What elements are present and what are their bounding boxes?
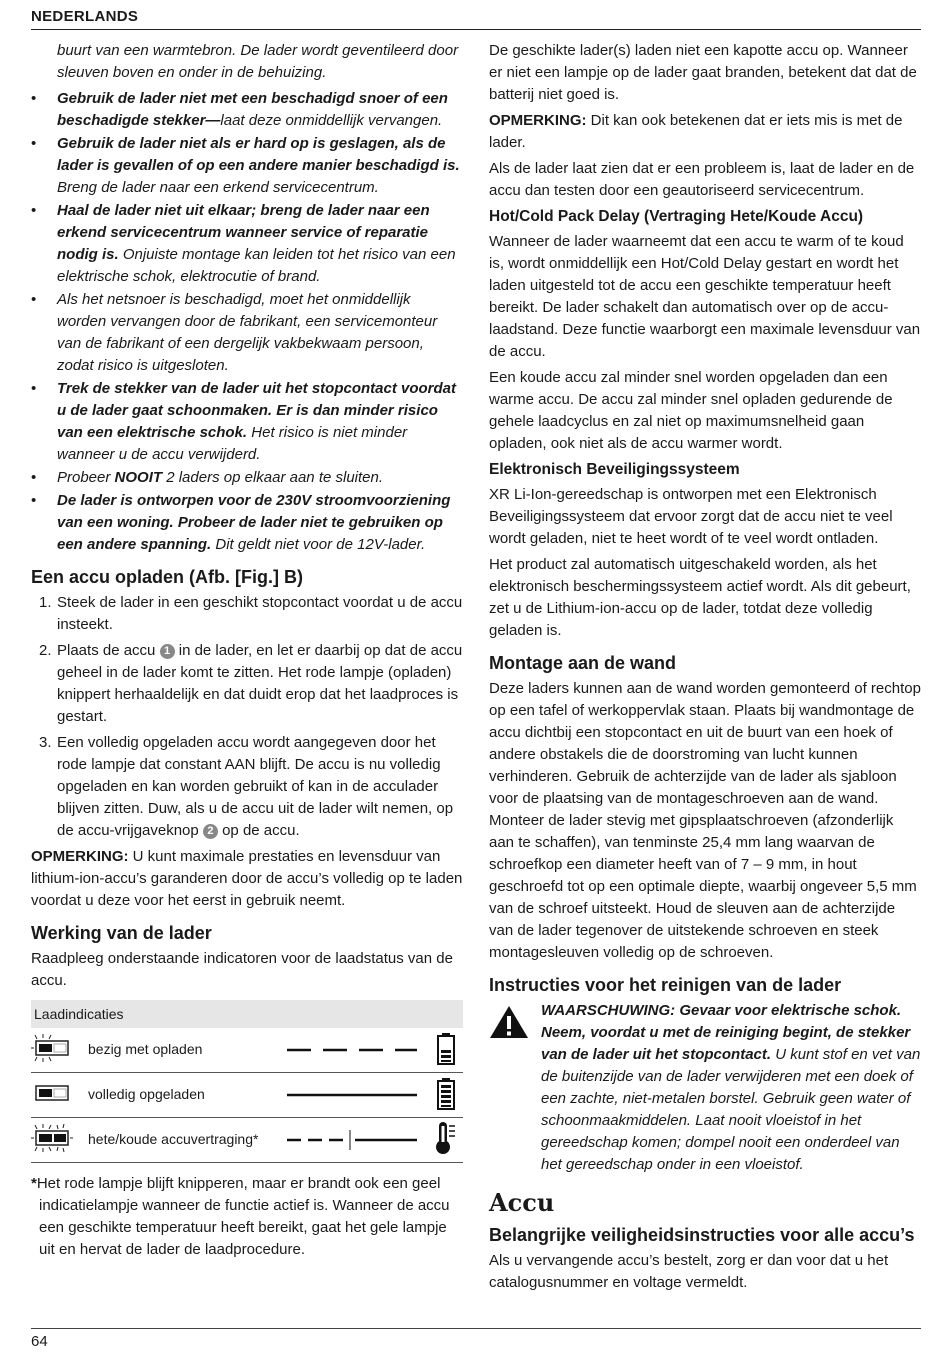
table-row-label: hete/koude accuvertraging*: [88, 1131, 259, 1147]
accu-heading: Accu: [489, 1188, 555, 1217]
operation-text: Raadpleeg onderstaande indicatoren voor de laadstatus van de accu.: [31, 950, 453, 989]
bullet-6: • Probeer NOOIT 2 laders op elkaar aan te sluiten.: [31, 467, 463, 489]
charging-heading: Een accu opladen (Afb. [Fig.] B): [31, 567, 304, 587]
protection-heading: Elektronisch Beveiligingssysteem: [489, 461, 740, 478]
hot-cold-text-1: Wanneer de lader waarneemt dat een accu te warm of te koud is, wordt onmiddellijk een Hot/Cold Delay gestart en wordt het laden uitgesteld tot de accu een geschikte temperatuur heeft bereikt. De lader schakelt dan automatisch over op de accu-laadstand. Deze functie waarborgt een maximale levensduur van de accu.: [489, 233, 921, 360]
step-1: 1. Steek de lader in een geschikt stopcontact voordat u de accu insteekt.: [39, 594, 463, 633]
page-number: 64: [31, 1333, 48, 1350]
table-row-charging: [31, 1028, 463, 1073]
warning-triangle-icon: [489, 1004, 529, 1040]
page-footer: [31, 1328, 921, 1350]
solid-led-icon: [31, 1079, 73, 1107]
hot-cold-text-2: Een koude accu zal minder snel worden opgeladen dan een warme accu. De accu zal minder snel opladen gedurende de gehele laadcyclus en zal niet op maximumsnelheid gaan opladen, ook niet als de accu warmer wordt.: [489, 369, 893, 452]
operation-heading: Werking van de lader: [31, 923, 212, 943]
hot-cold-heading: Hot/Cold Pack Delay (Vertraging Hete/Koude Accu): [489, 208, 864, 225]
intro-continued: buurt van een warmtebron. De lader wordt geventileerd door sleuven boven en onder in de behuizing.: [57, 42, 459, 81]
charger-note: OPMERKING: Dit kan ook betekenen dat er iets mis is met de lader.: [489, 112, 903, 151]
callout-2-badge: 2: [203, 824, 218, 839]
protection-text-2: Het product zal automatisch uitgeschakeld worden, als het elektronisch beschermingssysteem actief wordt. Als dit gebeurt, zet u de Lithium-ion-accu op de lader, totdat deze volledig geladen is.: [489, 556, 911, 639]
language-label: NEDERLANDS: [31, 8, 139, 25]
cleaning-warning: WAARSCHUWING: Gevaar voor elektrische schok. Neem, voordat u met de reiniging begint, de stekker van de lader uit het stopcontact. U kunt stof en vet van de buitenzijde van de lader verwijderen met een doek of een zachte, niet-metalen borstel. Gebruik geen water of schoonmaakmiddelen. Laat nooit vloeistof in het gereedschap komen; dompel nooit een onderdeel van het gereedschap onder in een vloeistof.: [489, 1000, 921, 1176]
table-row-label: volledig opgeladen: [88, 1086, 205, 1102]
table-row-hot-cold: [31, 1118, 463, 1163]
solid-indicator-line: [287, 1087, 427, 1103]
bullet-4: • Als het netsnoer is beschadigd, moet het onmiddellijk worden vervangen door de fabrikant, een servicemonteur van de fabrikant of een dergelijk vakbekwaam persoon, zodat risico is uitgesloten.: [31, 289, 463, 377]
left-column: [31, 40, 463, 1265]
wall-mount-heading: Montage aan de wand: [489, 653, 677, 673]
double-blinking-led-icon: [31, 1124, 73, 1152]
battery-safety-text: Als u vervangende accu’s bestelt, zorg er dan voor dat u het catalogusnummer en voltage vermeldt.: [489, 1252, 889, 1291]
damaged-battery-text: De geschikte lader(s) laden niet een kapotte accu op. Wanneer er niet een lampje op de lader gaat branden, betekent dat dat de batterij niet goed is.: [489, 42, 917, 103]
service-text: Als de lader laat zien dat er een probleem is, laat de lader en de accu dan testen door een geautoriseerd servicecentrum.: [489, 160, 915, 199]
battery-charging-icon: [436, 1032, 456, 1066]
bullet-7: • De lader is ontworpen voor de 230V stroomvoorziening van een woning. Probeer de lader niet te gebruiken op een andere spanning. Dit geldt niet voor de 12V-lader.: [31, 490, 463, 556]
battery-safety-heading: Belangrijke veiligheidsinstructies voor alle accu’s: [489, 1225, 915, 1245]
step-2: 2. Plaats de accu 1 in de lader, en let er daarbij op dat de accu geheel in de lader komt te zitten. Het rode lampje (opladen) knippert herhaaldelijk en dat duidt erop dat het laadproces is gestart.: [39, 642, 463, 725]
bullet-2: • Gebruik de lader niet als er hard op is geslagen, als de lader is gevallen of op een andere manier beschadigd is. Breng de lader naar een erkend servicecentrum.: [31, 133, 463, 199]
table-row-label: bezig met opladen: [88, 1041, 203, 1057]
thermometer-icon: [434, 1120, 458, 1156]
table-footnote: *Het rode lampje blijft knipperen, maar er brandt ook een geel indicatielampje wanneer de functie actief is. Wanneer de accu een geschikte temperatuur heeft bereikt, gaat het gele lampje uit en hervat de lader de laadprocedure.: [31, 1175, 450, 1258]
cleaning-heading: Instructies voor het reinigen van de lader: [489, 975, 842, 995]
table-row-full: [31, 1073, 463, 1118]
bullet-5: • Trek de stekker van de lader uit het stopcontact voordat u de lader gaat schoonmaken. Er is dan minder risico van een elektrische schok. Het risico is niet minder wanneer u de accu verwijderd.: [31, 378, 463, 466]
charging-note: OPMERKING: U kunt maximale prestaties en levensduur van lithium-ion-accu’s garanderen door de accu’s volledig op te laden voordat u deze voor het eerst in gebruik neemt.: [31, 848, 463, 909]
table-header: Laadindicaties: [31, 1000, 463, 1028]
protection-text-1: XR Li-Ion-gereedschap is ontworpen met een Elektronisch Beveiligingssysteem dat ervoor zorgt dat de accu niet te veel wordt geladen, niet te heet wordt of te veel wordt ontladen.: [489, 486, 893, 547]
bullet-1: • Gebruik de lader niet met een beschadigd snoer of een beschadigde stekker—laat deze onmiddellijk vervangen.: [31, 88, 463, 132]
bullet-3: • Haal de lader niet uit elkaar; breng de lader naar een erkend servicecentrum wanneer service of reparatie nodig is. Onjuiste montage kan leiden tot het risico van een elektrische schok, elektrocutie of brand.: [31, 200, 463, 288]
delay-indicator-line: [287, 1128, 427, 1152]
dashed-indicator-line: [287, 1042, 427, 1058]
callout-1-badge: 1: [160, 644, 175, 659]
charge-indicator-table: [31, 1000, 463, 1163]
blinking-led-icon: [31, 1034, 73, 1062]
page-header: [31, 8, 921, 30]
safety-bullets: [31, 88, 463, 556]
battery-full-icon: [436, 1077, 456, 1111]
charging-steps: [31, 592, 463, 842]
right-column: [489, 40, 921, 1298]
wall-mount-text: Deze laders kunnen aan de wand worden gemonteerd of rechtop op een tafel of werkoppervlak staan. Plaats bij wandmontage de accu dichtbij een stopcontact en uit de buurt van een hoek of andere obstakels die de doorstroming van lucht kunnen verhinderen. Gebruik de achterzijde van de lader als sjabloon voor de plaatsing van de montageschroeven aan de wand. Monteer de lader stevig met gipsplaatschroeven (afzonderlijk aan te schaffen), van tenminste 25,4 mm lang waarvan de schroefkop een diameter heeft van of 7 – 9 mm, in hout geschroefd tot op een optimale diepte, waarbij ongeveer 5,5 mm van de schroef uitsteekt. Houd de sleuven aan de achterzijde van de lader tegenover de uitstekende schroeven en steek montagesleuven volledig op de schroeven.: [489, 680, 921, 961]
step-3: 3. Een volledig opgeladen accu wordt aangegeven door het rode lampje dat constant AAN blijft. De accu is nu volledig opgeladen en kan worden gebruikt of kan in de acculader blijven zitten. Duw, als u de accu uit de lader wilt nemen, op de accu-vrijgaveknop 2 op de accu.: [39, 734, 454, 839]
